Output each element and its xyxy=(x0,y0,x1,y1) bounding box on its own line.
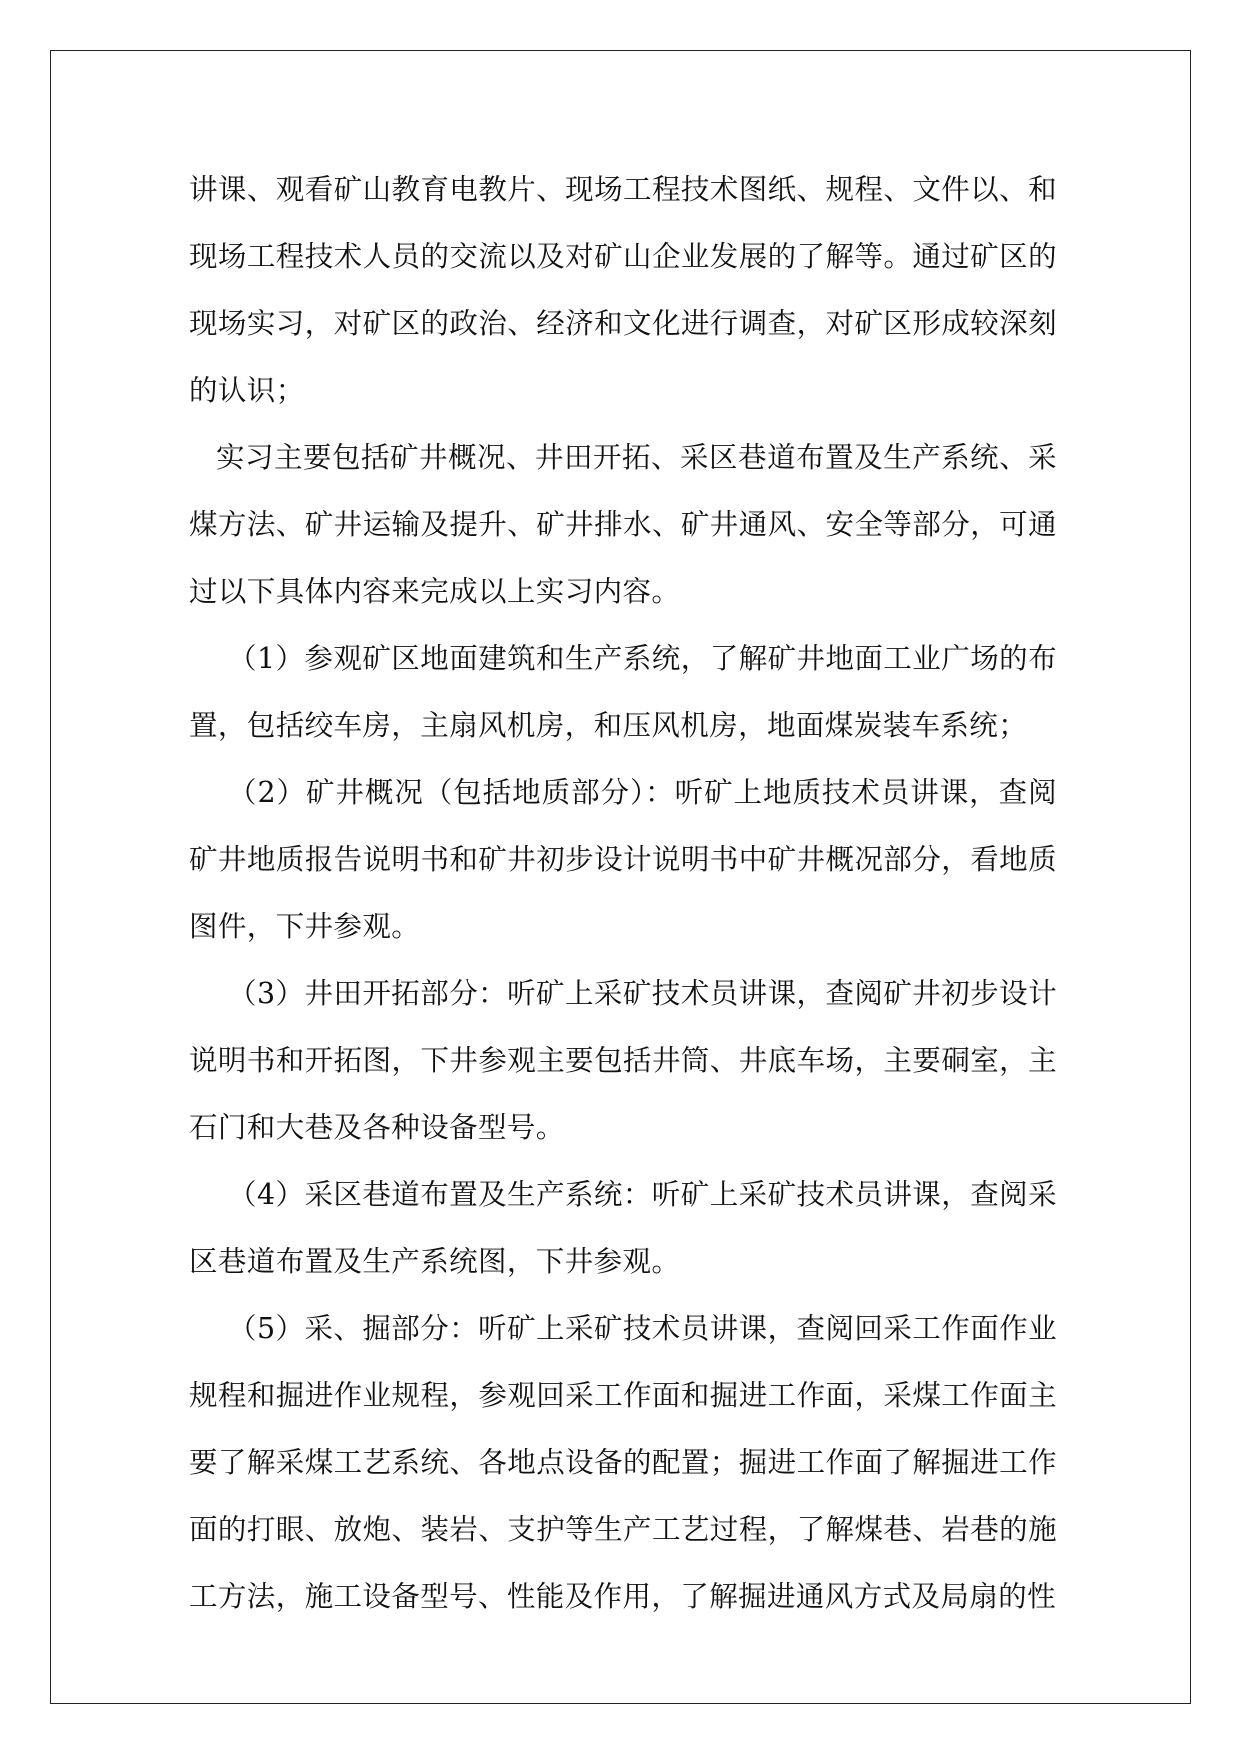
paragraph-item-1: （1）参观矿区地面建筑和生产系统，了解矿井地面工业广场的布置，包括绞车房，主扇风机房，和压风机房，地面煤炭装车系统； xyxy=(189,642,1057,742)
paragraph-item-2: （2）矿井概况（包括地质部分）：听矿上地质技术员讲课，查阅矿井地质报告说明书和矿井初步设计说明书中矿井概况部分，看地质图件，下井参观。 xyxy=(189,776,1057,943)
paragraph-continuation: 讲课、观看矿山教育电教片、现场工程技术图纸、规程、文件以、和现场工程技术人员的交流以及对矿山企业发展的了解等。通过矿区的现场实习，对矿区的政治、经济和文化进行调查，对矿区形成较深刻的认识； xyxy=(189,173,1057,407)
document-body xyxy=(189,156,1057,1630)
paragraph-item-5: （5）采、掘部分：听矿上采矿技术员讲课，查阅回采工作面作业规程和掘进作业规程，参观回采工作面和掘进工作面，采煤工作面主要了解采煤工艺系统、各地点设备的配置；掘进工作面了解掘进工作面的打眼、放炮、装岩、支护等生产工艺过程，了解煤巷、岩巷的施工方法，施工设备型号、性能及作用，了解掘进通风方式及局扇的性 xyxy=(189,1312,1057,1613)
paragraph-internship-scope: 实习主要包括矿井概况、井田开拓、采区巷道布置及生产系统、采煤方法、矿井运输及提升、矿井排水、矿井通风、安全等部分，可通过以下具体内容来完成以上实习内容。 xyxy=(189,441,1057,608)
paragraph-item-4: （4）采区巷道布置及生产系统：听矿上采矿技术员讲课，查阅采区巷道布置及生产系统图，下井参观。 xyxy=(189,1178,1057,1278)
paragraph-item-3: （3）井田开拓部分：听矿上采矿技术员讲课，查阅矿井初步设计说明书和开拓图，下井参观主要包括井筒、井底车场，主要硐室，主石门和大巷及各种设备型号。 xyxy=(189,977,1057,1144)
